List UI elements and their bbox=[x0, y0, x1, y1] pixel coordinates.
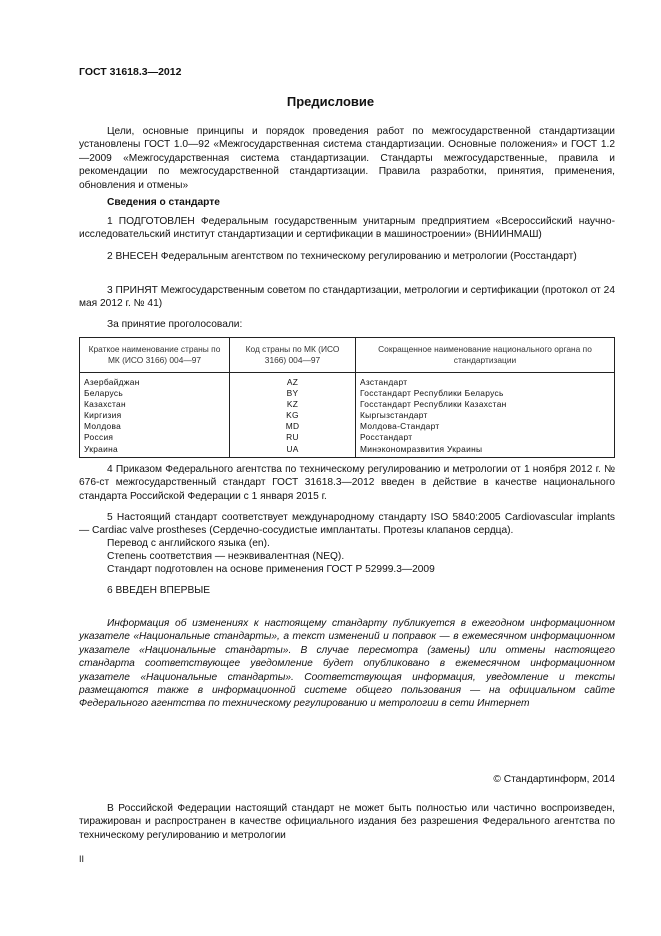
voted-label: За принятие проголосовали: bbox=[107, 319, 243, 330]
country-cell: Молдова bbox=[80, 421, 230, 432]
item-5: 5 Настоящий стандарт соответствует международному стандарту ISO 5840:2005 Cardiovascular implants — Cardiac valve prostheses (Сердечно-сосудистые имплантаты. Протезы клапанов сердца). bbox=[79, 512, 615, 537]
body-cell: Кыргызстандарт bbox=[356, 410, 615, 421]
body-cell: Госстандарт Республики Казахстан bbox=[356, 399, 615, 410]
code-cell: BY bbox=[230, 388, 356, 399]
table-row bbox=[80, 432, 615, 443]
body-cell: Молдова-Стандарт bbox=[356, 421, 615, 432]
info-notice: Информация об изменениях к настоящему стандарту публикуется в ежегодном информационном указателе «Национальные стандарты», а текст изменений и поправок — в ежемесячном информационном указателе «Национальные стандарты». В случае пересмотра (замены) или отмены настоящего стандарта соответствующее уведомление будет опубликовано в ежемесячном информационном указателе «Национальные стандарты». Соответствующая информация, уведомление и тексты размещаются также в информационной системе общего пользования — на официальном сайте Федерального агентства по техническому регулированию и метрологии в сети Интернет bbox=[79, 618, 615, 710]
table-row bbox=[80, 388, 615, 399]
copyright: © Стандартинформ, 2014 bbox=[493, 774, 615, 785]
table-row bbox=[80, 410, 615, 421]
code-cell: AZ bbox=[230, 373, 356, 389]
intro-paragraph: Цели, основные принципы и порядок проведения работ по межгосударственной стандартизации установлены ГОСТ 1.0—92 «Межгосударственная система стандартизации. Основные положения» и ГОСТ 1.2—2009 «Межгосударственная система стандартизации. Стандарты межгосударственные, правила и рекомендации по межгосударственной стандартизации. Правила разработки, принятия, применения, обновления и отмены» bbox=[79, 126, 615, 191]
item-4: 4 Приказом Федерального агентства по техническому регулированию и метрологии от 1 ноября 2012 г. № 676-ст межгосударственный стандарт ГОСТ 31618.3—2012 введен в действие в качестве национального стандарта Российской Федерации с 1 января 2015 г. bbox=[79, 464, 615, 502]
item-5-translation: Перевод с английского языка (en). bbox=[107, 538, 270, 549]
body-cell: Минэкономразвития Украины bbox=[356, 444, 615, 458]
page-title: Предисловие bbox=[286, 94, 375, 109]
page-number: II bbox=[79, 854, 85, 864]
code-cell: RU bbox=[230, 432, 356, 443]
country-cell: Беларусь bbox=[80, 388, 230, 399]
table-header-code: Код страны по МК (ИСО 3166) 004—97 bbox=[230, 338, 356, 373]
table-row bbox=[80, 421, 615, 432]
item-1: 1 ПОДГОТОВЛЕН Федеральным государственным унитарным предприятием «Всероссийский научно-исследовательский институт стандартизации и сертификации в машиностроении» (ВНИИНМАШ) bbox=[79, 216, 615, 241]
table-header-country: Краткое наименование страны по МК (ИСО 3166) 004—97 bbox=[80, 338, 230, 373]
country-cell: Киргизия bbox=[80, 410, 230, 421]
document-header: ГОСТ 31618.3—2012 bbox=[79, 66, 182, 78]
table-row bbox=[80, 373, 615, 389]
country-cell: Азербайджан bbox=[80, 373, 230, 389]
item-2: 2 ВНЕСЕН Федеральным агентством по техническому регулированию и метрологии (Росстандарт) bbox=[107, 251, 577, 262]
code-cell: MD bbox=[230, 421, 356, 432]
country-cell: Россия bbox=[80, 432, 230, 443]
country-cell: Казахстан bbox=[80, 399, 230, 410]
country-cell: Украина bbox=[80, 444, 230, 458]
code-cell: KG bbox=[230, 410, 356, 421]
voting-table bbox=[79, 337, 615, 458]
table-header-body: Сокращенное наименование национального органа по стандартизации bbox=[356, 338, 615, 373]
code-cell: KZ bbox=[230, 399, 356, 410]
item-6: 6 ВВЕДЕН ВПЕРВЫЕ bbox=[107, 585, 211, 596]
table-row bbox=[80, 444, 615, 458]
table-row bbox=[80, 399, 615, 410]
table-header-row bbox=[80, 338, 615, 373]
item-3: 3 ПРИНЯТ Межгосударственным советом по стандартизации, метрологии и сертификации (протокол от 24 мая 2012 г. № 41) bbox=[79, 285, 615, 310]
legal-notice: В Российской Федерации настоящий стандарт не может быть полностью или частично воспроизведен, тиражирован и распространен в качестве официального издания без разрешения Федерального агентства по техническому регулированию и метрологии bbox=[79, 803, 615, 841]
item-5-basis: Стандарт подготовлен на основе применения ГОСТ Р 52999.3—2009 bbox=[107, 564, 435, 575]
item-5-degree: Степень соответствия — неэквивалентная (NEQ). bbox=[107, 551, 345, 562]
body-cell: Азстандарт bbox=[356, 373, 615, 389]
code-cell: UA bbox=[230, 444, 356, 458]
body-cell: Росстандарт bbox=[356, 432, 615, 443]
section-heading: Сведения о стандарте bbox=[107, 197, 220, 208]
body-cell: Госстандарт Республики Беларусь bbox=[356, 388, 615, 399]
